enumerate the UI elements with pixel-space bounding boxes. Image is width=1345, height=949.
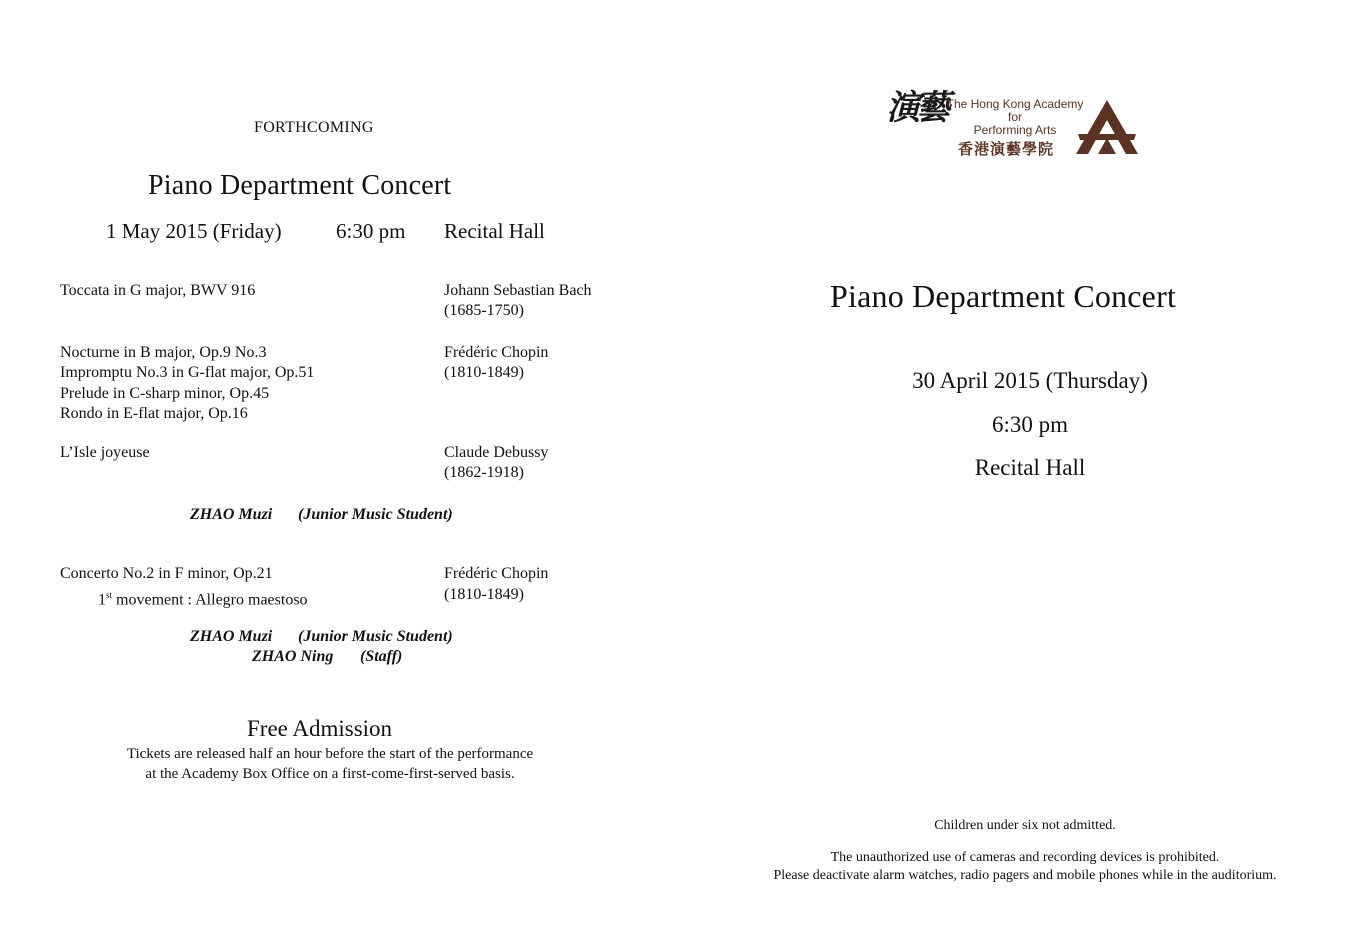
children-notice: Children under six not admitted. [934, 818, 1116, 833]
performer-role: (Junior Music Student) [298, 506, 453, 523]
performer-name: ZHAO Muzi [190, 506, 273, 523]
program-piece: Impromptu No.3 in G-flat major, Op.51 [60, 364, 315, 381]
alarm-notice: Please deactivate alarm watches, radio pagers and mobile phones while in the auditorium. [773, 868, 1277, 883]
ticket-note-line2: at the Academy Box Office on a first-come-first-served basis. [145, 766, 515, 782]
left-concert-title: Piano Department Concert [148, 170, 452, 201]
right-date: 30 April 2015 (Thursday) [912, 368, 1148, 393]
right-venue: Recital Hall [974, 455, 1086, 480]
program-composer: Claude Debussy [444, 444, 549, 461]
concerto-composer: Frédéric Chopin [444, 565, 549, 582]
program-piece: Toccata in G major, BWV 916 [60, 282, 256, 299]
left-time: 6:30 pm [336, 219, 406, 243]
program-composer-years: (1862-1918) [444, 464, 524, 481]
movement-text: movement : Allegro maestoso [112, 591, 308, 609]
movement-number: 1 [98, 591, 106, 609]
performer-name: ZHAO Muzi [190, 628, 273, 645]
movement-ordinal: st [106, 590, 113, 600]
left-date: 1 May 2015 (Friday) [106, 219, 282, 243]
academy-name-line2: for [1007, 110, 1022, 124]
ticket-note-line1: Tickets are released half an hour before the start of the performance [126, 746, 534, 762]
academy-name-line3: Performing Arts [973, 123, 1057, 137]
forthcoming-label: FORTHCOMING [254, 119, 374, 136]
academy-name-line1: The Hong Kong Academy [946, 97, 1084, 111]
program-piece: Rondo in E-flat major, Op.16 [60, 405, 248, 422]
performer-name: ZHAO Ning [252, 648, 334, 665]
program-piece: Prelude in C-sharp minor, Op.45 [60, 385, 270, 402]
program-composer: Frédéric Chopin [444, 344, 549, 361]
camera-notice: The unauthorized use of cameras and recording devices is prohibited. [830, 850, 1220, 865]
academy-calligraphy-logo: 演藝 [886, 90, 946, 127]
concerto-movement [98, 585, 308, 611]
program-piece: L’Isle joyeuse [60, 444, 150, 461]
program-composer: Johann Sebastian Bach [444, 282, 592, 299]
right-time: 6:30 pm [991, 412, 1069, 437]
right-concert-title: Piano Department Concert [830, 278, 1177, 314]
concerto-composer-years: (1810-1849) [444, 586, 524, 603]
performer-role: (Junior Music Student) [298, 628, 453, 645]
free-admission-heading: Free Admission [247, 716, 393, 741]
program-composer-years: (1685-1750) [444, 302, 524, 319]
program-composer-years: (1810-1849) [444, 364, 524, 381]
academy-emblem-icon [1074, 98, 1140, 156]
academy-chinese-name: 香港演藝學院 [958, 142, 1055, 158]
program-piece: Nocturne in B major, Op.9 No.3 [60, 344, 267, 361]
left-venue: Recital Hall [444, 219, 545, 243]
concerto-piece: Concerto No.2 in F minor, Op.21 [60, 565, 273, 582]
performer-role: (Staff) [360, 648, 403, 665]
